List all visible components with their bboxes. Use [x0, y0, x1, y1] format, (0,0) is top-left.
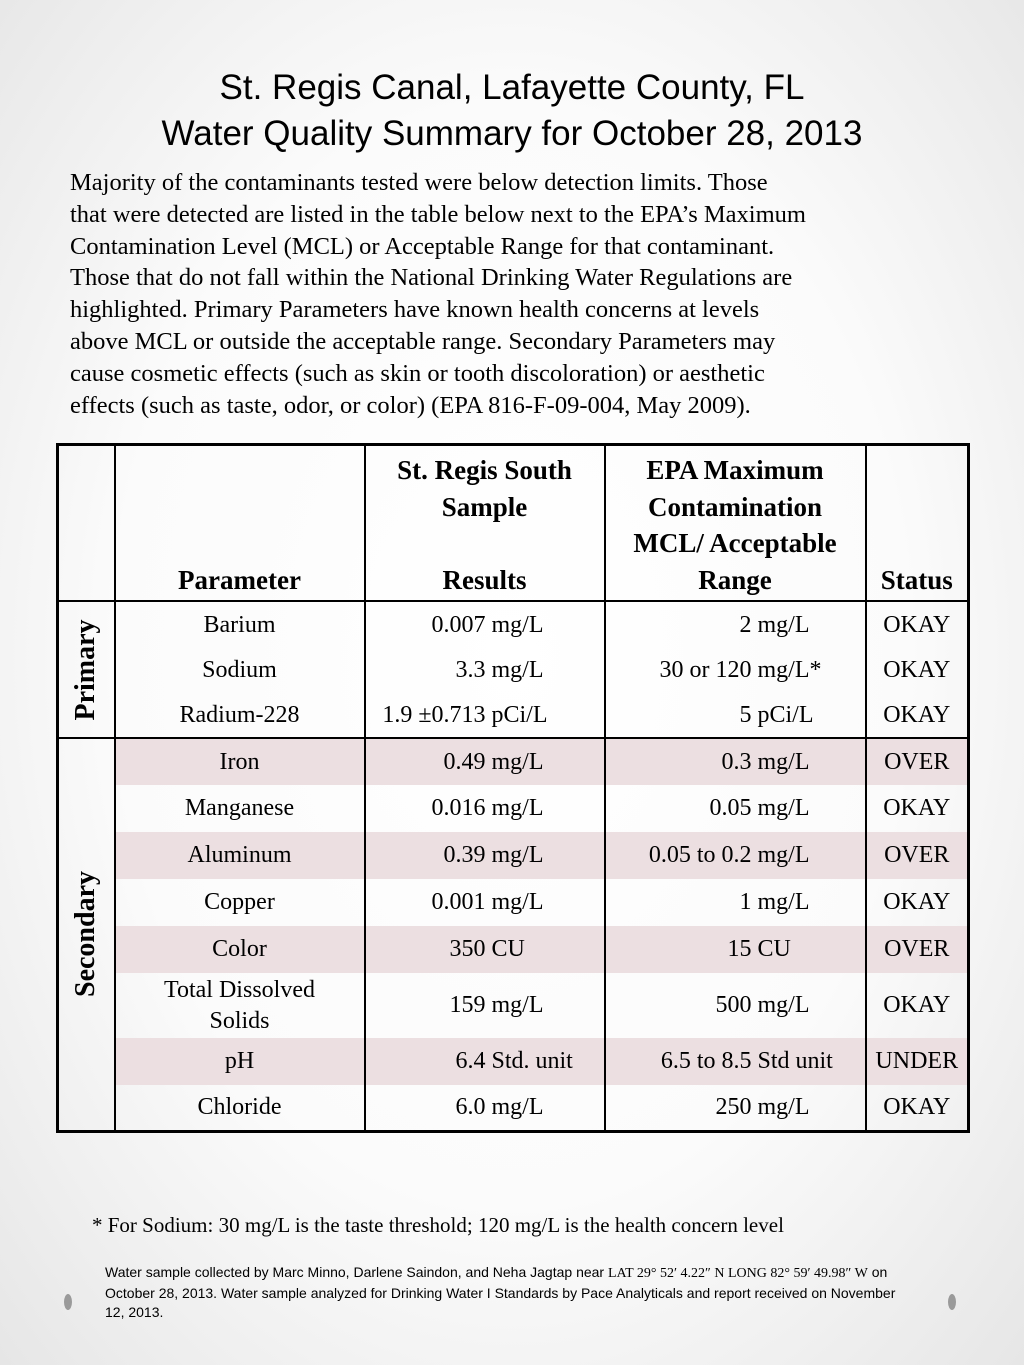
result-unit: mg/L: [491, 1093, 544, 1120]
epa-unit: pCi/L: [757, 701, 814, 728]
parameter-cell: Chloride: [115, 1085, 365, 1131]
table-row-highlighted: [58, 832, 969, 879]
status-cell: UNDER: [866, 1038, 969, 1085]
table-row-highlighted: [58, 738, 969, 785]
epa-value: 250: [715, 1093, 752, 1120]
result-value: 0.001: [431, 889, 486, 915]
epa-cell: [605, 738, 866, 785]
result-unit: mg/L: [491, 795, 544, 821]
collection-note-part2: on October 28, 2013. Water sample analyzed for Drinking Water I Standards by Pace Analyticals and report received on November 12, 2013.: [105, 1264, 896, 1320]
table-row-highlighted: [58, 1038, 969, 1085]
epa-value: 1: [739, 889, 752, 915]
result-cell: [365, 1038, 605, 1085]
epa-value: 0.05 to 0.2: [648, 842, 752, 868]
parameter-cell: Copper: [115, 879, 365, 926]
table-header-row: [58, 445, 969, 602]
result-unit: mg/L: [491, 842, 544, 868]
result-value: 6.0: [455, 1093, 486, 1120]
parameter-cell: [115, 973, 365, 1038]
table-row: [58, 785, 969, 832]
result-unit: mg/L: [491, 992, 544, 1018]
table-row: [58, 973, 969, 1038]
result-value: 350: [449, 936, 486, 962]
epa-unit: mg/L*: [757, 657, 822, 683]
result-cell: [365, 785, 605, 832]
status-cell: OKAY: [883, 701, 951, 728]
result-unit: pCi/L: [491, 701, 548, 728]
epa-cell: [605, 1038, 866, 1085]
header-epa: [605, 445, 866, 602]
parameter-cell: Manganese: [115, 785, 365, 832]
table-row-highlighted: [58, 926, 969, 973]
result-value: 1.9 ±0.713: [382, 701, 486, 728]
result-cell: [365, 832, 605, 879]
parameter-line1: Total Dissolved: [164, 976, 315, 1003]
result-unit: mg/L: [491, 657, 544, 683]
header-epa-line1: EPA Maximum: [646, 455, 824, 485]
epa-unit: mg/L: [757, 611, 810, 638]
page-title-summary: Water Quality Summary for October 28, 2013: [161, 114, 863, 153]
epa-value: 500: [715, 992, 752, 1018]
header-results-line3: Results: [442, 564, 527, 595]
epa-unit: mg/L: [757, 1093, 810, 1120]
epa-cell: [605, 879, 866, 926]
header-results: [365, 445, 605, 602]
epa-cell: [605, 926, 866, 973]
status-cell: OKAY: [883, 1093, 951, 1120]
parameter-cell: Iron: [115, 738, 365, 785]
sodium-footnote: * For Sodium: 30 mg/L is the taste threshold; 120 mg/L is the health concern level: [92, 1213, 784, 1237]
status-cell: OKAY: [883, 795, 951, 821]
result-cell: [365, 926, 605, 973]
header-epa-line3: MCL/ Acceptable: [633, 528, 837, 558]
status-cell: OVER: [866, 738, 969, 785]
result-value: 0.39: [443, 842, 486, 868]
epa-unit: mg/L: [757, 795, 810, 821]
primary-label: Primary: [70, 618, 102, 721]
epa-value: 0.3: [721, 748, 752, 775]
result-unit: CU: [491, 936, 525, 962]
result-unit: Std. unit: [491, 1048, 573, 1074]
left-dot-icon: [64, 1294, 72, 1310]
table-row: [58, 648, 969, 693]
result-unit: mg/L: [491, 889, 544, 915]
collection-note-part1: Water sample collected by Marc Minno, Darlene Saindon, and Neha Jagtap near: [105, 1264, 608, 1280]
epa-cell: [605, 601, 866, 648]
group-label-primary: [58, 601, 115, 738]
epa-unit: Std unit: [757, 1048, 833, 1074]
result-cell: [365, 879, 605, 926]
result-value: 159: [449, 992, 486, 1018]
table-row: [58, 693, 969, 738]
epa-value: 15: [727, 936, 752, 962]
parameter-cell: Barium: [115, 601, 365, 648]
page-title-location: St. Regis Canal, Lafayette County, FL: [219, 68, 805, 107]
header-epa-line4: Range: [698, 564, 772, 595]
epa-cell: [605, 832, 866, 879]
result-cell: [365, 693, 605, 738]
epa-unit: mg/L: [757, 889, 810, 915]
status-cell: OKAY: [883, 657, 951, 683]
result-value: 6.4: [455, 1048, 486, 1074]
collection-note: [105, 1263, 905, 1323]
header-epa-line2: Contamination: [647, 491, 823, 522]
status-cell: OVER: [866, 926, 969, 973]
collection-coordinates: LAT 29° 52′ 4.22″ N LONG 82° 59′ 49.98″ W: [607, 1266, 868, 1281]
parameter-cell: Color: [115, 926, 365, 973]
header-status: Status: [866, 445, 969, 602]
result-value: 3.3: [455, 657, 486, 683]
right-dot-icon: [948, 1294, 956, 1310]
intro-paragraph: Majority of the contaminants tested were below detection limits. Those that were detected are listed in the table below next to the EPA’s Maximum Contamination Level (MCL) or Acceptable Range for that contaminant. Those that do not fall within the National Drinking Water Regulations are highlighted. Primary Parameters have known health concerns at levels above MCL or outside the acceptable range. Secondary Parameters may cause cosmetic effects (such as skin or tooth discoloration) or aesthetic effects (such as taste, odor, or color) (EPA 816-F-09-004, May 2009).: [70, 169, 806, 419]
epa-value: 2: [739, 611, 752, 638]
epa-cell: [605, 693, 866, 738]
status-cell: OKAY: [883, 992, 951, 1018]
epa-cell: [605, 1085, 866, 1131]
status-cell: OKAY: [883, 611, 951, 638]
epa-unit: mg/L: [757, 842, 810, 868]
parameter-cell: Sodium: [115, 648, 365, 693]
parameter-line2: Solids: [209, 1007, 270, 1034]
epa-unit: mg/L: [757, 748, 810, 775]
result-cell: [365, 1085, 605, 1131]
status-cell: OKAY: [883, 889, 951, 915]
result-unit: mg/L: [491, 611, 544, 638]
epa-unit: CU: [757, 936, 791, 962]
epa-value: 5: [739, 701, 752, 728]
epa-cell: [605, 648, 866, 693]
result-cell: [365, 738, 605, 785]
result-value: 0.49: [443, 748, 486, 775]
table-row: [58, 601, 969, 648]
epa-cell: [605, 785, 866, 832]
parameter-cell: Aluminum: [115, 832, 365, 879]
header-results-line2: Sample: [441, 491, 528, 522]
group-label-secondary: [58, 738, 115, 1131]
epa-value: 30 or 120: [659, 657, 752, 683]
result-value: 0.007: [431, 611, 486, 638]
table-row: [58, 1085, 969, 1131]
water-quality-table: [56, 443, 970, 1133]
header-parameter: Parameter: [115, 445, 365, 602]
status-cell: OVER: [866, 832, 969, 879]
result-unit: mg/L: [491, 748, 544, 775]
result-cell: [365, 648, 605, 693]
result-cell: [365, 973, 605, 1038]
parameter-cell: pH: [115, 1038, 365, 1085]
parameter-cell: Radium-228: [115, 693, 365, 738]
secondary-label: Secondary: [70, 871, 102, 998]
epa-value: 0.05: [709, 795, 752, 821]
epa-value: 6.5 to 8.5: [660, 1048, 752, 1074]
header-results-line1: St. Regis South: [397, 455, 572, 485]
result-cell: [365, 601, 605, 648]
table-row: [58, 879, 969, 926]
result-value: 0.016: [431, 795, 486, 821]
epa-unit: mg/L: [757, 992, 810, 1018]
epa-cell: [605, 973, 866, 1038]
header-group-cell: [58, 445, 115, 602]
